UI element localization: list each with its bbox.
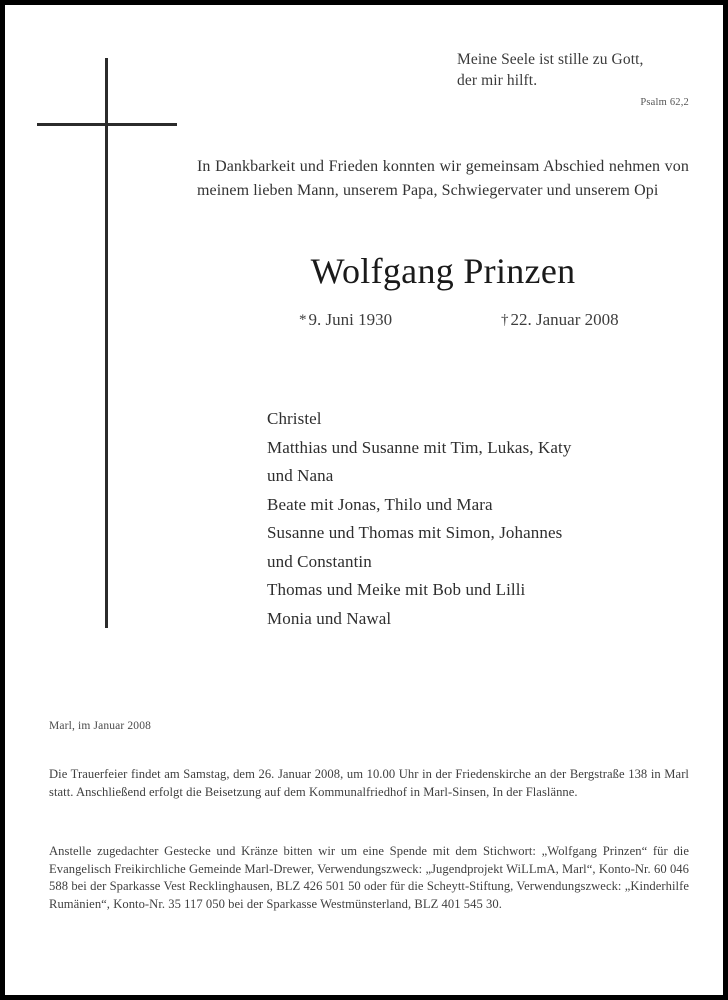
donation-request-details: Anstelle zugedachter Gestecke und Kränze bitten wir um eine Spende mit dem Stichwort: „Wolfgang Prinzen“ für die Evangelisch Freikirchliche Gemeinde Marl-Drewer, Verwendungszweck: „Jugendprojekt WiLLmA, Marl“, Konto-Nr. 60 046 588 bei der Sparkasse Vest Recklinghausen, BLZ 426 501 50 oder für die Scheytt-Stiftung, Verwendungszweck: „Kinderhilfe Rumänien“, Konto-Nr. 35 117 050 bei der Sparkasse Westmünsterland, BLZ 401 545 30. bbox=[49, 844, 689, 911]
psalm-reference: Psalm 62,2 bbox=[640, 97, 689, 108]
list-item: und Constantin bbox=[267, 551, 372, 571]
list-item: Monia und Nawal bbox=[267, 608, 392, 628]
birth-date bbox=[233, 309, 443, 331]
death-date bbox=[443, 309, 653, 331]
life-dates bbox=[197, 309, 689, 331]
deceased-name: Wolfgang Prinzen bbox=[310, 251, 576, 291]
birth-star-icon: * bbox=[299, 312, 307, 328]
list-item: Susanne und Thomas mit Simon, Johannes bbox=[267, 523, 563, 542]
death-date-text: 22. Januar 2008 bbox=[510, 310, 619, 329]
funeral-service-details: Die Trauerfeier findet am Samstag, dem 26. Januar 2008, um 10.00 Uhr in der Friedenskirche an der Bergstraße 138 in Marl statt. Anschließend erfolgt die Beisetzung auf dem Kommunalfriedhof in Marl-Sinsen, In der Flaslänne. bbox=[49, 767, 689, 799]
list-item: Christel bbox=[267, 409, 322, 428]
psalm-line-2: der mir hilft. bbox=[457, 72, 538, 89]
list-item: Beate mit Jonas, Thilo und Mara bbox=[267, 494, 493, 514]
psalm-quote-block bbox=[457, 49, 689, 108]
list-item: Thomas und Meike mit Bob und Lilli bbox=[267, 580, 526, 599]
psalm-line-1: Meine Seele ist stille zu Gott, bbox=[457, 51, 644, 68]
birth-date-text: 9. Juni 1930 bbox=[308, 310, 393, 329]
list-item: Matthias und Susanne mit Tim, Lukas, Katy bbox=[267, 437, 572, 457]
list-item: und Nana bbox=[267, 466, 334, 485]
place-and-date: Marl, im Januar 2008 bbox=[49, 720, 152, 732]
christian-cross-icon bbox=[37, 58, 182, 628]
survivors-list bbox=[267, 405, 691, 633]
death-cross-icon: † bbox=[501, 312, 509, 328]
cross-vertical-bar bbox=[105, 58, 108, 628]
intro-paragraph: In Dankbarkeit und Frieden konnten wir gemeinsam Abschied nehmen von meinem lieben Mann, unserem Papa, Schwiegervater und unserem Opi bbox=[197, 158, 689, 199]
cross-horizontal-bar bbox=[37, 123, 177, 126]
